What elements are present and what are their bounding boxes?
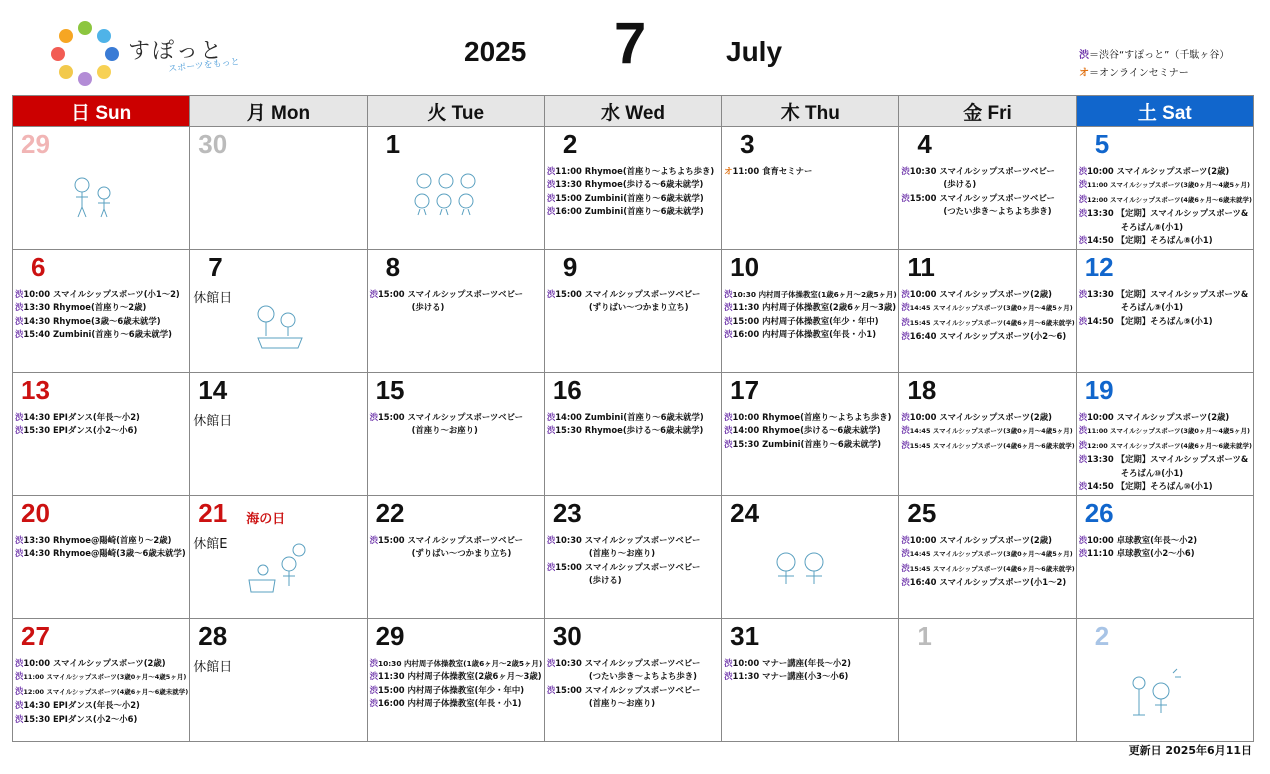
event-entry[interactable]: 渋14:50 【定期】そろばん⑩(小1) [1078, 481, 1213, 492]
venue-tag: 渋 [724, 425, 733, 436]
venue-tag: 渋 [546, 425, 556, 436]
week-row [13, 496, 1254, 619]
day-cell[interactable] [722, 250, 899, 373]
event-entry[interactable]: 渋16:40 スマイルシップスポーツ(小2～6) [901, 331, 1067, 342]
event-entry[interactable]: 渋12:00 スマイルシップスポーツ(4歳6ヶ月～6歳未就学) [15, 685, 189, 696]
day-cell[interactable] [367, 619, 544, 742]
event-note: (歩ける) [943, 179, 977, 190]
event-entry[interactable]: 渋10:30 スマイルシップスポーツベビー [901, 166, 1055, 176]
event-entry[interactable]: 渋11:00 スマイルシップスポーツ(3歳0ヶ月～4歳5ヶ月) [15, 671, 187, 682]
venue-tag: 渋 [901, 412, 910, 422]
event-list [1077, 288, 1253, 328]
year-label: 2025 [464, 36, 527, 67]
kids-drawing-illustration-icon [252, 302, 308, 352]
day-number: 21 [198, 498, 228, 528]
day-number: 7 [208, 252, 223, 282]
event-entry[interactable]: 渋10:00 スマイルシップスポーツ(2歳) [1078, 166, 1230, 176]
day-cell[interactable] [544, 127, 721, 250]
venue-tag: 渋 [1078, 166, 1088, 176]
month-name: July [726, 36, 783, 67]
event-entry[interactable]: 渋15:00 Zumbini(首座り～6歳未就学) [546, 192, 704, 203]
venue-tag: 渋 [546, 192, 556, 203]
venue-tag: 渋 [724, 329, 733, 340]
venue-tag: 渋 [901, 535, 910, 545]
event-entry[interactable]: 渋13:30 【定期】スマイルシップスポーツ& [1078, 289, 1249, 299]
venue-tag: 渋 [901, 425, 910, 436]
venue-tag: 渋 [1078, 208, 1088, 219]
day-cell[interactable] [899, 619, 1076, 742]
event-list [899, 411, 1075, 453]
venue-tag: 渋 [546, 535, 556, 545]
event-entry[interactable]: 渋10:30 内村周子体操教室(1歳6ヶ月～2歳5ヶ月) [724, 289, 897, 299]
event-entry[interactable]: 渋10:00 卓球教室(年長～小2) [1078, 535, 1198, 545]
legend-online: オ＝オンラインセミナー [1079, 68, 1189, 79]
venue-tag: 渋 [15, 671, 24, 682]
day-number: 15 [375, 375, 405, 405]
venue-tag: 渋 [1078, 193, 1088, 204]
event-entry[interactable]: 渋15:45 スマイルシップスポーツ(4歳6ヶ月～6歳未就学) [901, 316, 1075, 327]
venue-tag: 渋 [724, 671, 733, 682]
event-entry[interactable]: 渋10:00 マナー講座(年長～小2) [724, 658, 851, 668]
day-number: 9 [562, 252, 578, 282]
event-list [1077, 411, 1253, 493]
day-number: 5 [1094, 129, 1110, 159]
event-entry[interactable]: 渋15:30 EPIダンス(小2～小6) [15, 713, 138, 724]
event-list [545, 534, 721, 588]
event-list [13, 534, 189, 561]
day-cell[interactable] [1076, 496, 1253, 619]
closed-label: 休館日 [193, 660, 233, 675]
event-entry[interactable]: 渋15:45 スマイルシップスポーツ(4歳6ヶ月～6歳未就学) [901, 562, 1075, 573]
event-list [545, 288, 721, 315]
event-note: そろばん⑧(小1) [1120, 221, 1184, 232]
event-entry[interactable]: 渋15:00 スマイルシップスポーツベビー [369, 535, 524, 545]
event-list [722, 657, 898, 684]
venue-tag: 渋 [1078, 425, 1088, 436]
event-entry[interactable]: 渋13:30 Rhymoe@陽崎(首座り～2歳) [15, 535, 172, 545]
event-entry[interactable]: 渋13:30 【定期】スマイルシップスポーツ& [1078, 208, 1249, 219]
venue-tag: 渋 [546, 684, 556, 695]
venue-tag: 渋 [1078, 439, 1088, 450]
event-list [1077, 165, 1253, 247]
venue-tag: 渋 [901, 331, 910, 342]
day-cell[interactable] [544, 373, 721, 496]
day-number: 23 [552, 498, 582, 528]
venue-tag: 渋 [724, 302, 733, 313]
venue-tag: 渋 [901, 548, 910, 559]
month-number: 7 [614, 11, 647, 76]
event-entry[interactable]: 渋10:00 スマイルシップスポーツ(小1～2) [15, 289, 180, 299]
event-entry[interactable]: 渋16:00 内村周子体操教室(年長・小1) [369, 698, 522, 709]
day-number: 26 [1084, 498, 1114, 528]
event-entry[interactable]: 渋14:45 スマイルシップスポーツ(3歳0ヶ月～4歳5ヶ月) [901, 548, 1073, 559]
event-entry[interactable]: 渋15:00 スマイルシップスポーツベビー [901, 192, 1055, 203]
day-cell[interactable] [899, 127, 1076, 250]
venue-tag: 渋 [1078, 535, 1088, 545]
day-number: 1 [385, 129, 401, 159]
week-row [13, 373, 1254, 496]
event-entry[interactable]: 渋15:00 内村周子体操教室(年少・年中) [369, 684, 525, 695]
day-cell[interactable] [544, 496, 721, 619]
venue-tag: 渋 [546, 166, 556, 176]
venue-tag: 渋 [546, 561, 556, 572]
day-cell[interactable] [722, 496, 899, 619]
event-entry[interactable]: 渋15:45 スマイルシップスポーツ(4歳6ヶ月～6歳未就学) [901, 439, 1075, 450]
event-list [368, 411, 544, 438]
event-note: (つたい歩き～よちよち歩き) [588, 671, 697, 682]
venue-tag: 渋 [369, 658, 378, 668]
venue-tag: 渋 [1078, 315, 1088, 326]
venue-tag: 渋 [724, 412, 733, 422]
venue-tag: 渋 [15, 425, 24, 436]
kid-with-lamp-illustration-icon [1129, 667, 1185, 719]
event-entry[interactable]: 渋10:30 スマイルシップスポーツベビー [546, 535, 701, 545]
event-entry[interactable]: 渋10:30 内村周子体操教室(1歳6ヶ月～2歳5ヶ月) [369, 658, 543, 668]
venue-tag: 渋 [901, 289, 910, 299]
day-number: 2 [1094, 621, 1110, 651]
kids-illustration-icon [68, 175, 118, 219]
venue-tag: 渋 [369, 535, 378, 545]
kids-talking-illustration-icon [770, 548, 834, 588]
day-number: 19 [1084, 375, 1114, 405]
event-entry[interactable]: 渋15:30 EPIダンス(小2～小6) [15, 425, 138, 436]
event-entry[interactable]: 渋14:50 【定期】そろばん⑨(小1) [1078, 315, 1213, 326]
day-number: 20 [21, 498, 50, 528]
event-entry[interactable]: 渋11:30 内村周子体操教室(2歳6ヶ月～3歳) [369, 671, 542, 682]
venue-tag: 渋 [1078, 412, 1088, 422]
venue-tag: 渋 [724, 315, 733, 326]
event-list [545, 657, 721, 711]
event-entry[interactable]: 渋11:30 マナー講座(小3～小6) [724, 671, 849, 682]
day-number: 12 [1084, 252, 1114, 282]
event-note: (つたい歩き～よちよち歩き) [943, 206, 1052, 217]
venue-tag: 渋 [901, 316, 910, 327]
venue-tag: 渋 [546, 179, 556, 190]
event-entry[interactable]: 渋16:00 内村周子体操教室(年長・小1) [724, 329, 877, 340]
event-list [13, 288, 189, 342]
online-tag: オ [724, 166, 733, 176]
day-cell[interactable] [190, 250, 367, 373]
event-entry[interactable]: 渋15:00 内村周子体操教室(年少・年中) [724, 315, 879, 326]
event-list [545, 411, 721, 438]
holiday-label: 海の日 [246, 512, 286, 527]
event-list [13, 411, 189, 438]
weekday-wed: 水 Wed [544, 96, 721, 127]
day-number: 29 [21, 129, 50, 159]
venue-tag: 渋 [15, 713, 24, 724]
event-entry[interactable]: 渋16:40 スマイルシップスポーツ(小1～2) [901, 577, 1067, 588]
venue-tag: 渋 [15, 548, 24, 559]
event-list [722, 288, 898, 342]
event-entry[interactable]: 渋13:30 Rhymoe(首座り～2歳) [15, 302, 147, 313]
day-number: 2 [562, 129, 578, 159]
venue-tag: 渋 [901, 439, 910, 450]
venue-tag: 渋 [369, 412, 378, 422]
event-entry[interactable]: 渋10:00 スマイルシップスポーツ(2歳) [901, 289, 1052, 299]
day-cell[interactable] [190, 619, 367, 742]
event-entry[interactable]: 渋16:00 Zumbini(首座り～6歳未就学) [546, 206, 704, 217]
event-note: そろばん⑩(小1) [1120, 467, 1184, 478]
venue-tag: 渋 [901, 562, 910, 573]
venue-tag: 渋 [15, 315, 24, 326]
venue-tag: 渋 [546, 289, 556, 299]
day-number: 11 [907, 252, 935, 282]
kids-shapes-illustration-icon [410, 171, 486, 217]
closed-label: 休館日 [193, 414, 233, 429]
day-number: 24 [730, 498, 760, 528]
closed-label: 休館E [193, 537, 228, 552]
day-cell[interactable] [899, 250, 1076, 373]
weekday-thu: 木 Thu [722, 96, 899, 127]
day-cell[interactable] [367, 373, 544, 496]
event-entry[interactable]: 渋15:00 スマイルシップスポーツベビー [546, 289, 701, 299]
day-number: 30 [198, 129, 228, 159]
venue-tag: 渋 [369, 671, 378, 682]
venue-tag: 渋 [901, 302, 910, 313]
weekday-fri: 金 Fri [899, 96, 1076, 127]
weekday-sat: 土 Sat [1076, 96, 1253, 127]
closed-label: 休館日 [193, 291, 233, 306]
venue-tag: 渋 [1078, 454, 1088, 465]
updated-date: 更新日 2025年6月11日 [1128, 744, 1252, 757]
event-entry[interactable]: 渋10:00 スマイルシップスポーツ(2歳) [901, 412, 1052, 422]
event-entry[interactable]: 渋12:00 スマイルシップスポーツ(4歳6ヶ月～6歳未就学) [1078, 193, 1252, 204]
day-cell[interactable] [13, 250, 190, 373]
event-entry[interactable]: 渋15:00 スマイルシップスポーツベビー [369, 289, 524, 299]
day-cell[interactable] [722, 127, 899, 250]
event-entry[interactable]: 渋14:45 スマイルシップスポーツ(3歳0ヶ月～4歳5ヶ月) [901, 425, 1073, 436]
event-entry[interactable]: 渋15:30 Rhymoe(歩ける～6歳未就学) [546, 425, 704, 436]
venue-tag: 渋 [15, 700, 24, 711]
event-entry[interactable]: 渋12:00 スマイルシップスポーツ(4歳6ヶ月～6歳未就学) [1078, 439, 1252, 450]
event-list [899, 288, 1075, 344]
venue-tag: 渋 [369, 698, 378, 709]
day-cell[interactable] [13, 496, 190, 619]
event-entry[interactable]: 渋10:30 スマイルシップスポーツベビー [546, 658, 701, 668]
day-cell[interactable] [722, 373, 899, 496]
weekday-header-row [13, 96, 1254, 127]
event-entry[interactable]: 渋14:30 Rhymoe@陽崎(3歳～6歳未就学) [15, 548, 186, 559]
event-note: (ずりばい～つかまり立ち) [411, 548, 512, 559]
day-number: 31 [730, 621, 760, 651]
event-entry[interactable]: 渋15:00 スマイルシップスポーツベビー [546, 561, 701, 572]
day-cell[interactable] [1076, 250, 1253, 373]
day-cell[interactable] [13, 127, 190, 250]
day-cell[interactable] [367, 250, 544, 373]
day-number: 22 [375, 498, 405, 528]
venue-tag: 渋 [901, 577, 910, 588]
week-row [13, 250, 1254, 373]
day-number: 27 [21, 621, 50, 651]
event-note: そろばん⑨(小1) [1120, 302, 1184, 313]
venue-tag: 渋 [546, 412, 556, 422]
logo-tagline: スポーツをもっと [167, 57, 241, 75]
day-number: 3 [740, 129, 755, 159]
day-cell[interactable] [1076, 619, 1253, 742]
venue-tag: 渋 [15, 412, 24, 422]
day-number: 29 [375, 621, 405, 651]
event-entry[interactable]: 渋15:30 Zumbini(首座り～6歳未就学) [724, 438, 882, 449]
venue-tag: 渋 [15, 685, 24, 696]
event-entry[interactable]: 渋10:00 Rhymoe(首座り～よちよち歩き) [724, 412, 892, 422]
event-note: (首座り～お座り) [411, 425, 478, 436]
event-entry[interactable]: 渋11:10 卓球教室(小2～小6) [1078, 548, 1195, 559]
event-list [368, 657, 544, 711]
event-entry[interactable]: 渋13:30 【定期】スマイルシップスポーツ& [1078, 454, 1249, 465]
day-number: 6 [31, 252, 46, 282]
event-entry[interactable]: 渋11:00 スマイルシップスポーツ(3歳0ヶ月～4歳5ヶ月) [1078, 179, 1250, 190]
venue-tag: 渋 [15, 535, 24, 545]
day-number: 4 [917, 129, 932, 159]
day-cell[interactable] [13, 619, 190, 742]
day-cell[interactable] [367, 127, 544, 250]
day-cell[interactable] [367, 496, 544, 619]
day-number: 18 [907, 375, 937, 405]
event-entry[interactable]: 渋15:40 Zumbini(首座り～6歳未就学) [15, 329, 172, 340]
event-entry[interactable]: 渋14:30 EPIダンス(年長～小2) [15, 412, 140, 422]
day-cell[interactable] [190, 496, 367, 619]
event-entry[interactable]: 渋11:00 Rhymoe(首座り～よちよち歩き) [546, 166, 715, 176]
event-entry[interactable]: 渋14:00 Zumbini(首座り～6歳未就学) [546, 412, 704, 422]
venue-tag: 渋 [901, 166, 910, 176]
venue-tag: 渋 [546, 658, 556, 668]
event-note: (ずりばい～つかまり立ち) [588, 302, 689, 313]
day-cell[interactable] [899, 496, 1076, 619]
day-cell[interactable] [1076, 127, 1253, 250]
event-entry[interactable]: 渋14:45 スマイルシップスポーツ(3歳0ヶ月～4歳5ヶ月) [901, 302, 1073, 313]
event-entry[interactable]: 渋11:00 スマイルシップスポーツ(3歳0ヶ月～4歳5ヶ月) [1078, 425, 1250, 436]
venue-tag: 渋 [1078, 179, 1088, 190]
event-list [13, 657, 189, 726]
event-entry[interactable]: 渋14:00 Rhymoe(歩ける～6歳未就学) [724, 425, 881, 436]
venue-tag: 渋 [901, 192, 910, 203]
day-number: 30 [552, 621, 582, 651]
day-number: 16 [552, 375, 582, 405]
event-list [899, 165, 1075, 219]
event-list [722, 411, 898, 451]
event-entry[interactable]: 渋14:50 【定期】そろばん⑧(小1) [1078, 235, 1213, 246]
weekday-sun: 日 Sun [13, 96, 190, 127]
venue-tag: 渋 [15, 329, 24, 340]
day-cell[interactable] [1076, 373, 1253, 496]
venue-tag: 渋 [1078, 289, 1088, 299]
day-number: 28 [198, 621, 228, 651]
day-cell[interactable] [190, 127, 367, 250]
venue-tag: 渋 [724, 658, 733, 668]
kids-planting-illustration-icon [245, 540, 315, 596]
event-entry[interactable]: 渋13:30 Rhymoe(歩ける～6歳未就学) [546, 179, 704, 190]
day-cell[interactable] [544, 619, 721, 742]
day-cell[interactable] [722, 619, 899, 742]
day-number: 17 [730, 375, 760, 405]
day-number: 10 [730, 252, 760, 282]
event-entry[interactable]: 渋14:30 Rhymoe(3歳～6歳未就学) [15, 315, 161, 326]
event-list [899, 534, 1075, 590]
venue-tag: 渋 [546, 206, 556, 217]
calendar-grid [12, 95, 1254, 742]
day-number: 25 [907, 498, 937, 528]
event-note: (歩ける) [411, 302, 445, 313]
venue-tag: 渋 [1078, 548, 1088, 559]
day-cell[interactable] [544, 250, 721, 373]
event-entry[interactable]: 渋15:00 スマイルシップスポーツベビー [546, 684, 701, 695]
event-entry[interactable]: 渋10:00 スマイルシップスポーツ(2歳) [15, 658, 166, 668]
venue-tag: 渋 [369, 289, 378, 299]
day-number: 13 [21, 375, 50, 405]
legend-venue: 渋＝渋谷“すぽっと”（千駄ヶ谷） [1079, 50, 1230, 61]
logo-bubbles-icon [48, 18, 128, 88]
day-number: 1 [917, 621, 932, 651]
event-list [368, 534, 544, 561]
event-entry[interactable]: 渋11:30 内村周子体操教室(2歳6ヶ月～3歳) [724, 302, 897, 313]
logo-name: すぽっと [128, 39, 225, 64]
venue-tag: 渋 [724, 289, 733, 299]
weekday-tue: 火 Tue [367, 96, 544, 127]
day-cell[interactable] [190, 373, 367, 496]
event-list [368, 288, 544, 315]
week-row [13, 127, 1254, 250]
venue-tag: 渋 [15, 658, 24, 668]
event-note: (首座り～お座り) [588, 548, 656, 559]
event-list [545, 165, 721, 219]
event-list [722, 165, 898, 178]
weekday-mon: 月 Mon [190, 96, 367, 127]
day-cell[interactable] [13, 373, 190, 496]
day-cell[interactable] [899, 373, 1076, 496]
event-note: (歩ける) [588, 575, 622, 586]
event-note: (首座り～お座り) [588, 698, 656, 709]
event-entry[interactable]: 渋10:00 スマイルシップスポーツ(2歳) [1078, 412, 1230, 422]
event-entry[interactable]: オ11:00 食育セミナー [724, 166, 813, 176]
day-number: 8 [385, 252, 401, 282]
venue-tag: 渋 [15, 289, 24, 299]
event-entry[interactable]: 渋15:00 スマイルシップスポーツベビー [369, 412, 524, 422]
venue-tag: 渋 [724, 438, 733, 449]
event-list [1077, 534, 1253, 561]
event-entry[interactable]: 渋10:00 スマイルシップスポーツ(2歳) [901, 535, 1052, 545]
day-number: 14 [198, 375, 228, 405]
venue-tag: 渋 [1078, 235, 1088, 246]
venue-tag: 渋 [369, 684, 378, 695]
legend [1079, 47, 1229, 83]
venue-tag: 渋 [15, 302, 24, 313]
event-entry[interactable]: 渋14:30 EPIダンス(年長～小2) [15, 700, 140, 711]
venue-tag: 渋 [1078, 481, 1088, 492]
week-row [13, 619, 1254, 742]
